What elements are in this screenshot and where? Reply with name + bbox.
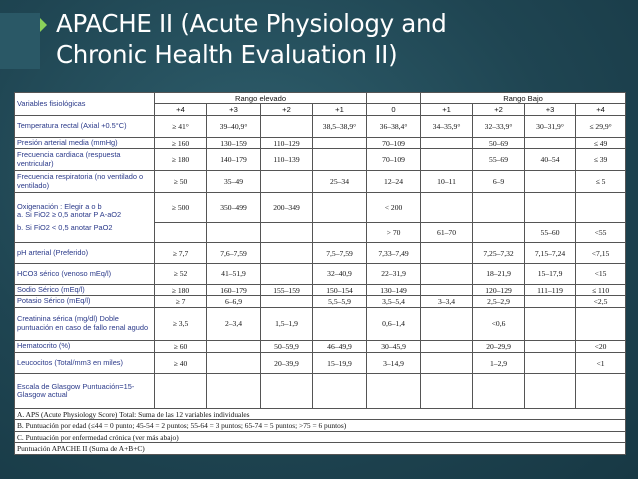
row-label: Hematocrito (%) xyxy=(15,341,155,352)
cell: 7,5–7,59 xyxy=(313,243,367,264)
cell: ≥ 180 xyxy=(155,284,207,295)
cell: 20–39,9 xyxy=(261,352,313,374)
cell: 6–6,9 xyxy=(207,296,261,307)
cell: ≤ 39 xyxy=(576,149,626,171)
cell: ≤ 110 xyxy=(576,284,626,295)
cell: <55 xyxy=(576,222,626,243)
cell xyxy=(155,374,207,408)
cell: ≥ 7 xyxy=(155,296,207,307)
cell xyxy=(261,243,313,264)
cell: 3–14,9 xyxy=(367,352,421,374)
cell: 55–60 xyxy=(525,222,576,243)
cell xyxy=(421,192,473,222)
row-label: Creatinina sérica (mg/dl) Doble puntuación en caso de fallo renal agudo xyxy=(15,307,155,340)
cell xyxy=(525,341,576,352)
cell xyxy=(576,374,626,408)
cell: 150–154 xyxy=(313,284,367,295)
cell: ≥ 41° xyxy=(155,115,207,137)
score-header: +1 xyxy=(421,104,473,115)
row-label: Frecuencia respiratoria (no ventilado o ventilado) xyxy=(15,171,155,193)
cell: 50–69 xyxy=(473,137,525,148)
score-header: +1 xyxy=(313,104,367,115)
cell xyxy=(576,192,626,222)
cell xyxy=(525,171,576,193)
cell xyxy=(261,222,313,243)
cell: 2,5–2,9 xyxy=(473,296,525,307)
cell: 70–109 xyxy=(367,149,421,171)
row-oxigenacion-a xyxy=(15,192,626,222)
row-temperatura xyxy=(15,115,626,137)
cell: 130–159 xyxy=(207,137,261,148)
score-header: +2 xyxy=(261,104,313,115)
cell: 22–31,9 xyxy=(367,264,421,285)
footer-note: A. APS (Acute Physiology Score) Total: Suma de las 12 variables individuales xyxy=(15,408,626,419)
cell xyxy=(261,264,313,285)
cell: 1,5–1,9 xyxy=(261,307,313,340)
row-label: Escala de Glasgow Puntuación=15-Glasgow actual xyxy=(15,374,155,408)
cell xyxy=(421,374,473,408)
title-line-1: APACHE II (Acute Physiology and xyxy=(56,9,447,38)
cell: 32–40,9 xyxy=(313,264,367,285)
cell: 350–499 xyxy=(207,192,261,222)
row-presion-arterial xyxy=(15,137,626,148)
oxi-line: Oxigenación : Elegir a o b xyxy=(17,201,102,211)
cell: ≥ 60 xyxy=(155,341,207,352)
footer-row-b xyxy=(15,420,626,431)
accent-arrow xyxy=(40,18,47,32)
cell: ≥ 40 xyxy=(155,352,207,374)
cell: 46–49,9 xyxy=(313,341,367,352)
cell: 36–38,4° xyxy=(367,115,421,137)
cell: 6–9 xyxy=(473,171,525,193)
footer-row-a xyxy=(15,408,626,419)
cell xyxy=(313,307,367,340)
cell: 7,25–7,32 xyxy=(473,243,525,264)
cell: 61–70 xyxy=(421,222,473,243)
cell: 7,6–7,59 xyxy=(207,243,261,264)
score-header: +3 xyxy=(207,104,261,115)
cell: 30–31,9° xyxy=(525,115,576,137)
cell: 130–149 xyxy=(367,284,421,295)
cell xyxy=(525,307,576,340)
score-header: +4 xyxy=(576,104,626,115)
cell: ≤ 5 xyxy=(576,171,626,193)
row-frecuencia-cardiaca xyxy=(15,149,626,171)
cell: <0,6 xyxy=(473,307,525,340)
cell xyxy=(207,222,261,243)
cell: 34–35,9° xyxy=(421,115,473,137)
footer-note: B. Puntuación por edad (≤44 = 0 punto; 45-54 = 2 puntos; 55-64 = 3 puntos; 65-74 = 5 puntos; >75 = 6 puntos) xyxy=(15,420,626,431)
cell: 3–3,4 xyxy=(421,296,473,307)
row-label: Leucocitos (Total/mm3 en miles) xyxy=(15,352,155,374)
cell xyxy=(473,222,525,243)
footer-row-c xyxy=(15,431,626,442)
cell: 40–54 xyxy=(525,149,576,171)
row-label: pH arterial (Preferido) xyxy=(15,243,155,264)
cell: <7,15 xyxy=(576,243,626,264)
cell: <15 xyxy=(576,264,626,285)
score-header: +4 xyxy=(155,104,207,115)
header-blank xyxy=(367,93,421,104)
cell: 155–159 xyxy=(261,284,313,295)
cell xyxy=(367,374,421,408)
cell: 120–129 xyxy=(473,284,525,295)
cell: 70–109 xyxy=(367,137,421,148)
cell xyxy=(313,192,367,222)
cell: 39–40,9° xyxy=(207,115,261,137)
cell: 15–17,9 xyxy=(525,264,576,285)
accent-bar xyxy=(0,13,40,69)
cell xyxy=(421,243,473,264)
header-rango-elevado: Rango elevado xyxy=(155,93,367,104)
row-hematocrito xyxy=(15,341,626,352)
cell xyxy=(261,115,313,137)
header-row-1 xyxy=(15,93,626,104)
row-label: Sodio Sérico (mEq/l) xyxy=(15,284,155,295)
cell: ≥ 52 xyxy=(155,264,207,285)
row-label: Temperatura rectal (Axial +0.5°C) xyxy=(15,115,155,137)
cell: ≥ 500 xyxy=(155,192,207,222)
cell: < 200 xyxy=(367,192,421,222)
cell: ≥ 7,7 xyxy=(155,243,207,264)
cell xyxy=(261,296,313,307)
cell: <1 xyxy=(576,352,626,374)
cell: 38,5–38,9° xyxy=(313,115,367,137)
cell xyxy=(421,149,473,171)
cell xyxy=(261,171,313,193)
cell xyxy=(207,352,261,374)
cell xyxy=(421,284,473,295)
cell: ≥ 50 xyxy=(155,171,207,193)
cell: 15–19,9 xyxy=(313,352,367,374)
apache-table-image xyxy=(14,92,625,455)
cell: 160–179 xyxy=(207,284,261,295)
cell xyxy=(525,137,576,148)
cell xyxy=(421,341,473,352)
cell xyxy=(525,352,576,374)
row-label: HCO3 sérico (venoso mEq/l) xyxy=(15,264,155,285)
title-line-2: Chronic Health Evaluation II) xyxy=(56,40,398,69)
score-header: +2 xyxy=(473,104,525,115)
apache-table xyxy=(14,92,626,455)
cell xyxy=(313,137,367,148)
cell: 30–45,9 xyxy=(367,341,421,352)
row-label: Presión arterial media (mmHg) xyxy=(15,137,155,148)
cell xyxy=(313,222,367,243)
cell: 110–139 xyxy=(261,149,313,171)
row-creatinina xyxy=(15,307,626,340)
cell: 32–33,9° xyxy=(473,115,525,137)
cell xyxy=(155,222,207,243)
score-header: +3 xyxy=(525,104,576,115)
cell: 7,15–7,24 xyxy=(525,243,576,264)
cell xyxy=(421,264,473,285)
cell xyxy=(313,149,367,171)
cell xyxy=(313,374,367,408)
row-sodio xyxy=(15,284,626,295)
footer-note: Puntuación APACHE II (Suma de A+B+C) xyxy=(15,443,626,455)
cell: ≥ 160 xyxy=(155,137,207,148)
cell xyxy=(473,374,525,408)
cell: 7,33–7,49 xyxy=(367,243,421,264)
cell: ≤ 29,9° xyxy=(576,115,626,137)
cell: ≤ 49 xyxy=(576,137,626,148)
cell xyxy=(207,374,261,408)
row-glasgow xyxy=(15,374,626,408)
row-label: Frecuencia cardiaca (respuesta ventricular) xyxy=(15,149,155,171)
cell: > 70 xyxy=(367,222,421,243)
cell: 20–29,9 xyxy=(473,341,525,352)
cell: 0,6–1,4 xyxy=(367,307,421,340)
cell xyxy=(525,192,576,222)
cell xyxy=(421,137,473,148)
cell: ≥ 180 xyxy=(155,149,207,171)
score-header: 0 xyxy=(367,104,421,115)
row-label-oxigenacion xyxy=(15,192,155,243)
row-hco3 xyxy=(15,264,626,285)
row-frecuencia-respiratoria xyxy=(15,171,626,193)
cell: 2–3,4 xyxy=(207,307,261,340)
cell: 3,5–5,4 xyxy=(367,296,421,307)
header-rango-bajo: Rango Bajo xyxy=(421,93,626,104)
cell xyxy=(421,307,473,340)
slide-title xyxy=(56,8,616,70)
cell xyxy=(525,374,576,408)
cell: 55–69 xyxy=(473,149,525,171)
cell xyxy=(421,352,473,374)
cell: 10–11 xyxy=(421,171,473,193)
cell: <2,5 xyxy=(576,296,626,307)
row-label: Potasio Sérico (mEq/l) xyxy=(15,296,155,307)
cell xyxy=(473,192,525,222)
cell: 18–21,9 xyxy=(473,264,525,285)
cell: 25–34 xyxy=(313,171,367,193)
footer-row-total xyxy=(15,443,626,455)
cell: 140–179 xyxy=(207,149,261,171)
cell: 200–349 xyxy=(261,192,313,222)
cell: 1–2,9 xyxy=(473,352,525,374)
row-ph-arterial xyxy=(15,243,626,264)
footer-note: C. Puntuación por enfermedad crónica (ver más abajo) xyxy=(15,431,626,442)
cell: 41–51,9 xyxy=(207,264,261,285)
cell xyxy=(207,341,261,352)
cell: 35–49 xyxy=(207,171,261,193)
cell xyxy=(261,374,313,408)
cell: 12–24 xyxy=(367,171,421,193)
cell xyxy=(525,296,576,307)
oxi-line: b. Si FiO2 < 0,5 anotar PaO2 xyxy=(17,223,113,232)
row-leucocitos xyxy=(15,352,626,374)
cell: 50–59,9 xyxy=(261,341,313,352)
cell: 5,5–5,9 xyxy=(313,296,367,307)
cell: ≥ 3,5 xyxy=(155,307,207,340)
oxi-line: a. Si FiO2 ≥ 0,5 anotar P A-aO2 xyxy=(17,210,122,220)
header-variables: Variables fisiológicas xyxy=(15,93,155,116)
cell: 110–129 xyxy=(261,137,313,148)
cell: 111–119 xyxy=(525,284,576,295)
cell: <20 xyxy=(576,341,626,352)
row-potasio xyxy=(15,296,626,307)
cell xyxy=(576,307,626,340)
